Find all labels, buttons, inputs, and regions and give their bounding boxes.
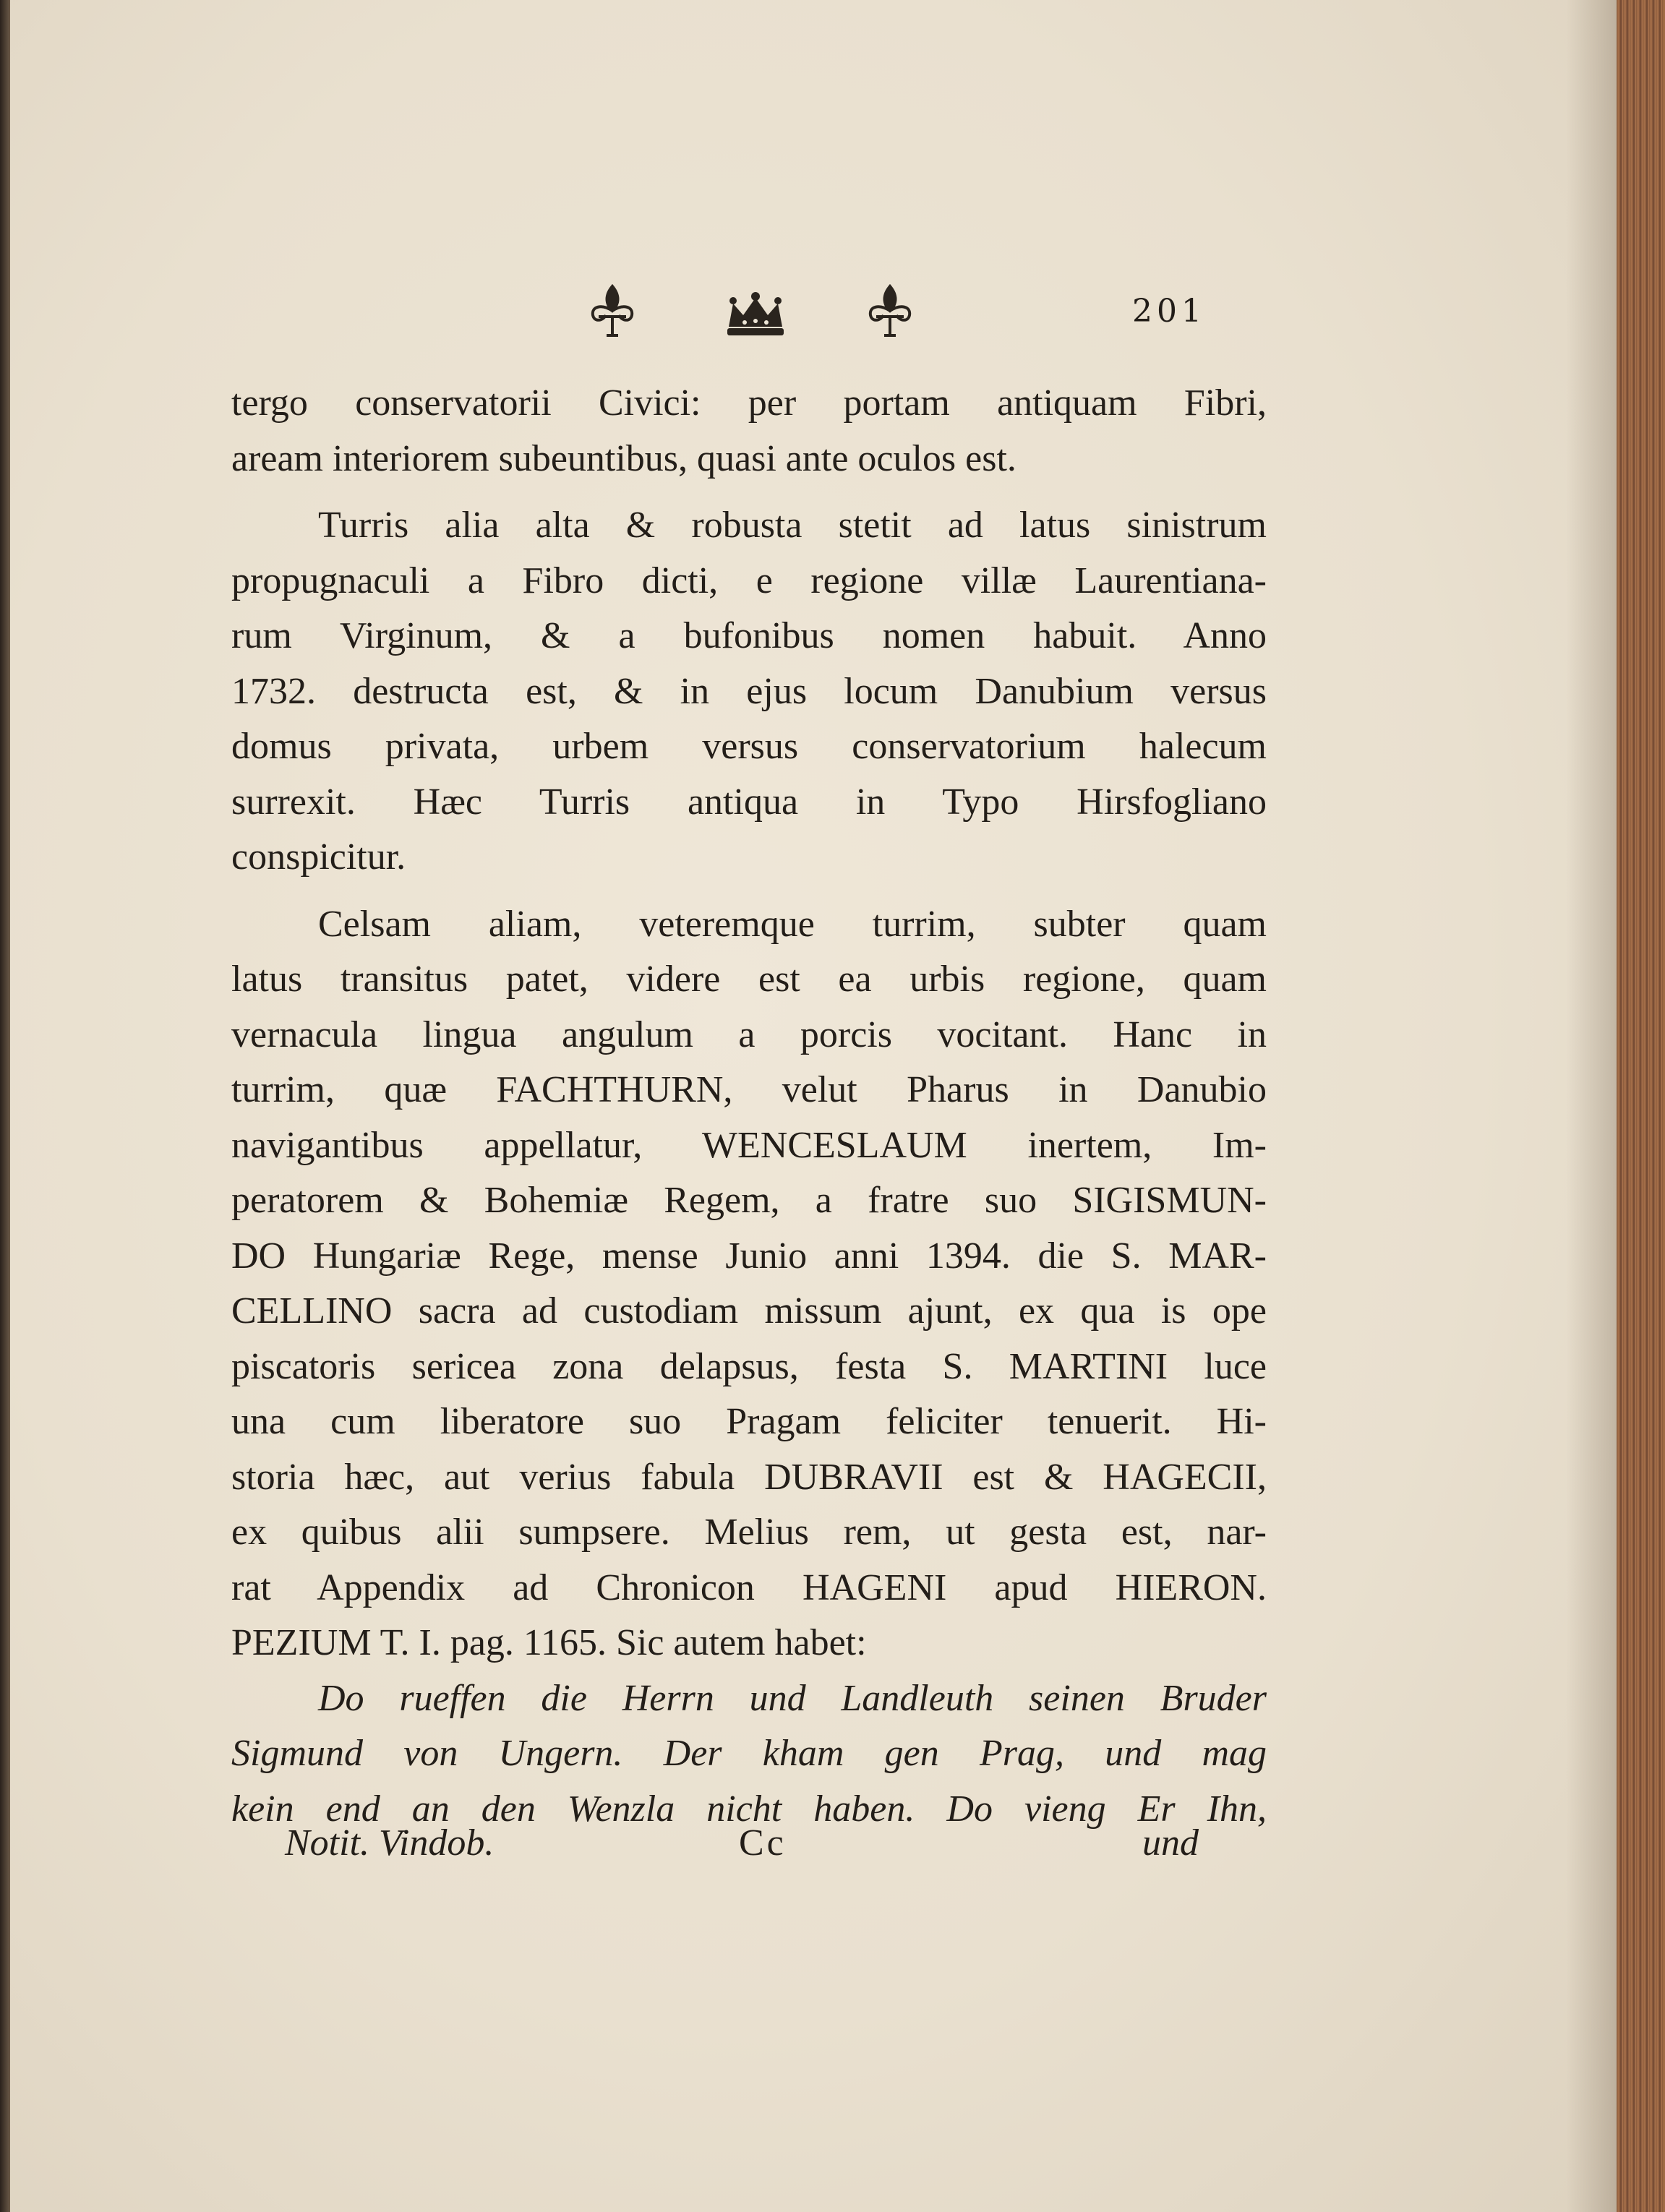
fleur-de-lis-icon	[865, 282, 915, 340]
text-line: ex quibus alii sumpsere. Melius rem, ut gesta est, nar-	[231, 1512, 1267, 1553]
text-line: propugnaculi a Fibro dicti, e regione villæ Laurentiana-	[231, 560, 1267, 601]
text-line: Do rueffen die Herrn und Landleuth seinen Bruder	[318, 1677, 1267, 1719]
text-line: DO Hungariæ Rege, mense Junio anni 1394. die S. MAR-	[231, 1235, 1267, 1277]
text-line: 1732. destructa est, & in ejus locum Danubium versus	[231, 670, 1267, 712]
text-line: PEZIUM T. I. pag. 1165. Sic autem habet:	[231, 1622, 867, 1663]
text-line: peratorem & Bohemiæ Regem, a fratre suo SIGISMUN-	[231, 1180, 1267, 1221]
text-line: domus privata, urbem versus conservatorium halecum	[231, 726, 1267, 767]
text-line: Celsam aliam, veteremque turrim, subter quam	[318, 903, 1267, 945]
fleur-de-lis-icon	[587, 282, 638, 340]
text-line: vernacula lingua angulum a porcis vocitant. Hanc in	[231, 1013, 1267, 1055]
text-line: Sigmund von Ungern. Der kham gen Prag, und mag	[231, 1733, 1267, 1774]
text-line: aream interiorem subeuntibus, quasi ante oculos est.	[231, 437, 1016, 479]
page-header	[0, 282, 1617, 361]
text-line: navigantibus appellatur, WENCESLAUM inertem, Im-	[231, 1124, 1267, 1166]
text-line: surrexit. Hæc Turris antiqua in Typo Hirsfogliano	[231, 781, 1267, 823]
page-number: 201	[1132, 293, 1206, 330]
text-line: CELLINO sacra ad custodiam missum ajunt, ex qua is ope	[231, 1290, 1267, 1332]
text-line: piscatoris sericea zona delapsus, festa S. MARTINI luce	[231, 1345, 1267, 1387]
book-page-edges	[1617, 0, 1665, 2212]
page-footer	[231, 1822, 1267, 1879]
crown-icon	[723, 292, 788, 338]
text-line: una cum liberatore suo Pragam feliciter tenuerit. Hi-	[231, 1401, 1267, 1442]
text-line: turrim, quæ FACHTHURN, velut Pharus in Danubio	[231, 1069, 1267, 1110]
text-line: latus transitus patet, videre est ea urbis regione, quam	[231, 959, 1267, 1000]
signature-title: Notit. Vindob.	[285, 1822, 495, 1864]
text-line: storia hæc, aut verius fabula DUBRAVII est & HAGECII,	[231, 1456, 1267, 1498]
text-line: rum Virginum, & a bufonibus nomen habuit. Anno	[231, 615, 1267, 656]
text-line: rat Appendix ad Chronicon HAGENI apud HIERON.	[231, 1566, 1267, 1608]
text-line: conspicitur.	[231, 836, 406, 878]
catchword: und	[1142, 1822, 1199, 1864]
signature-mark: Cc	[739, 1822, 787, 1864]
body-text	[231, 376, 1267, 1837]
text-line: kein end an den Wenzla nicht haben. Do vieng Er Ihn,	[231, 1788, 1267, 1830]
text-line: Turris alia alta & robusta stetit ad latus sinistrum	[318, 505, 1267, 546]
text-line: tergo conservatorii Civici: per portam antiquam Fibri,	[231, 382, 1267, 424]
